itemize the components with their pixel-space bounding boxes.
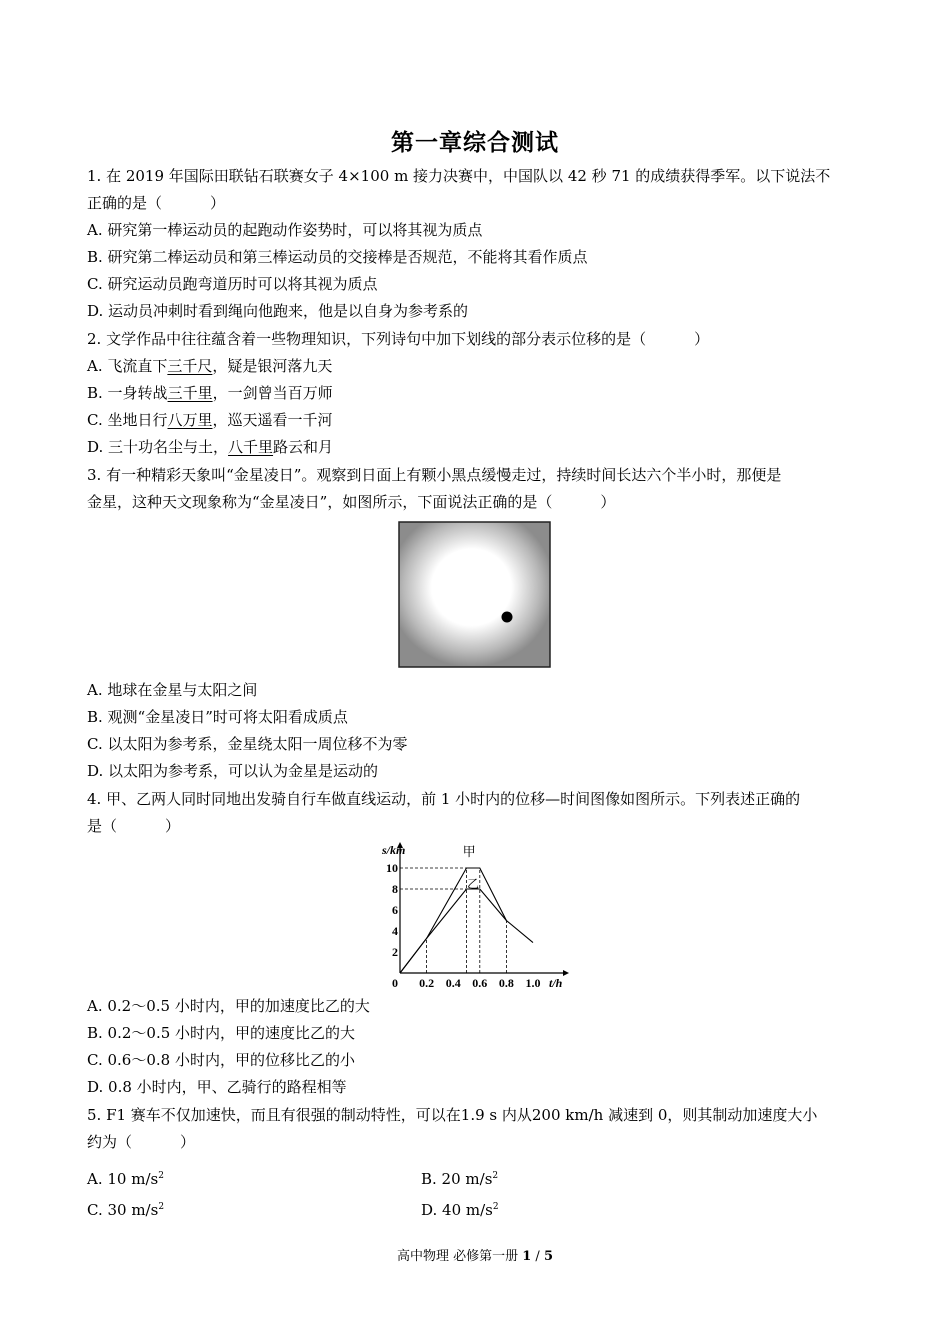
q1-stem-line2: 正确的是（ ） [87, 194, 226, 212]
q4-option-d: D. 0.8 小时内，甲、乙骑行的路程相等 [87, 1078, 347, 1096]
q2-option-b: B. 一身转战三千里，一剑曾当百万师 [87, 384, 333, 402]
y-tick-label: 4 [392, 924, 398, 938]
sun-disk [399, 522, 550, 667]
q5-option-b: B. 20 $m/s^2$ [421, 1170, 499, 1188]
page-title: 第一章综合测试 [391, 129, 559, 156]
q1-option-b: B. 研究第二棒运动员和第三棒运动员的交接棒是否规范，不能将其看作质点 [87, 248, 588, 266]
x-tick-label: 0.4 [445, 976, 461, 990]
q5-option-d: D. 40 $m/s^2$ [421, 1201, 499, 1219]
x-tick-label: 0.6 [472, 976, 488, 990]
q2-option-a: A. 飞流直下三千尺，疑是银河落九天 [87, 357, 333, 375]
x-tick-label: 1.0 [525, 976, 541, 990]
series-1-label: 乙 [467, 877, 480, 891]
q3-option-b: B. 观测“金星凌日”时可将太阳看成质点 [87, 708, 348, 726]
q4-option-c: C. 0.6～0.8 小时内，甲的位移比乙的小 [87, 1051, 355, 1069]
series-0-label: 甲 [462, 845, 476, 860]
q5-option-a: A. 10 $m/s^2$ [87, 1170, 164, 1188]
q5-stem-line2: 约为（ ） [87, 1133, 196, 1151]
q3-stem-line2: 金星，这种天文现象称为“金星凌日”，如图所示，下面说法正确的是（ ） [87, 493, 616, 511]
x-tick-label: 0.2 [419, 976, 435, 990]
q3-stem-line1: 3. 有一种精彩天象叫“金星凌日”。观察到日面上有颗小黑点缓慢走过，持续时间长达六个半小时，那便是 [87, 466, 782, 484]
venus-dot [502, 612, 513, 623]
q5-stem-line1: 5. F1 赛车不仅加速快，而且有很强的制动特性，可以在1.9 s 内从200 km/h 减速到 0，则其制动加速度大小 [87, 1106, 818, 1124]
y-tick-label: 2 [392, 945, 398, 959]
x-tick-label: 0 [392, 976, 398, 990]
y-tick-label: 8 [392, 882, 398, 896]
q4-stem-line1: 4. 甲、乙两人同时同地出发骑自行车做直线运动，前 1 小时内的位移—时间图像如图所示。下列表述正确的 [87, 790, 801, 808]
q4-option-a: A. 0.2～0.5 小时内，甲的加速度比乙的大 [87, 997, 370, 1015]
q1-option-d: D. 运动员冲刺时看到绳向他跑来，他是以自身为参考系的 [87, 302, 469, 320]
x-tick-label: 0.8 [498, 976, 514, 990]
venus-transit-figure [398, 521, 552, 669]
q2-option-d: D. 三十功名尘与土，八千里路云和月 [87, 438, 334, 456]
q1-stem-line1: 1. 在 2019 年国际田联钻石联赛女子 4×100 m 接力决赛中，中国队以 42 秒 71 的成绩获得季军。以下说法不 [87, 167, 831, 185]
q3-option-a: A. 地球在金星与太阳之间 [87, 681, 258, 699]
q5-option-c: C. 30 $m/s^2$ [87, 1201, 165, 1219]
x-axis-label: t/h [549, 976, 563, 990]
q1-option-a: A. 研究第一棒运动员的起跑动作姿势时，可以将其视为质点 [87, 221, 483, 239]
s-t-chart [375, 838, 575, 990]
y-axis-label: s/km [382, 843, 406, 857]
q3-option-c: C. 以太阳为参考系，金星绕太阳一周位移不为零 [87, 735, 408, 753]
x-axis-arrow [563, 970, 569, 976]
y-tick-label: 10 [386, 861, 398, 875]
series-1-line [400, 889, 506, 973]
q2-stem: 2. 文学作品中往往蕴含着一些物理知识，下列诗句中加下划线的部分表示位移的是（ ） [87, 330, 710, 348]
y-tick-label: 6 [392, 903, 398, 917]
q4-option-b: B. 0.2～0.5 小时内，甲的速度比乙的大 [87, 1024, 356, 1042]
q2-option-c: C. 坐地日行八万里，巡天遥看一千河 [87, 411, 333, 429]
q4-stem-line2: 是（ ） [87, 817, 181, 835]
q1-option-c: C. 研究运动员跑弯道历时可以将其视为质点 [87, 275, 378, 293]
page-footer: 高中物理 必修第一册 1 / 5 [396, 1249, 553, 1264]
q3-option-d: D. 以太阳为参考系，可以认为金星是运动的 [87, 762, 379, 780]
